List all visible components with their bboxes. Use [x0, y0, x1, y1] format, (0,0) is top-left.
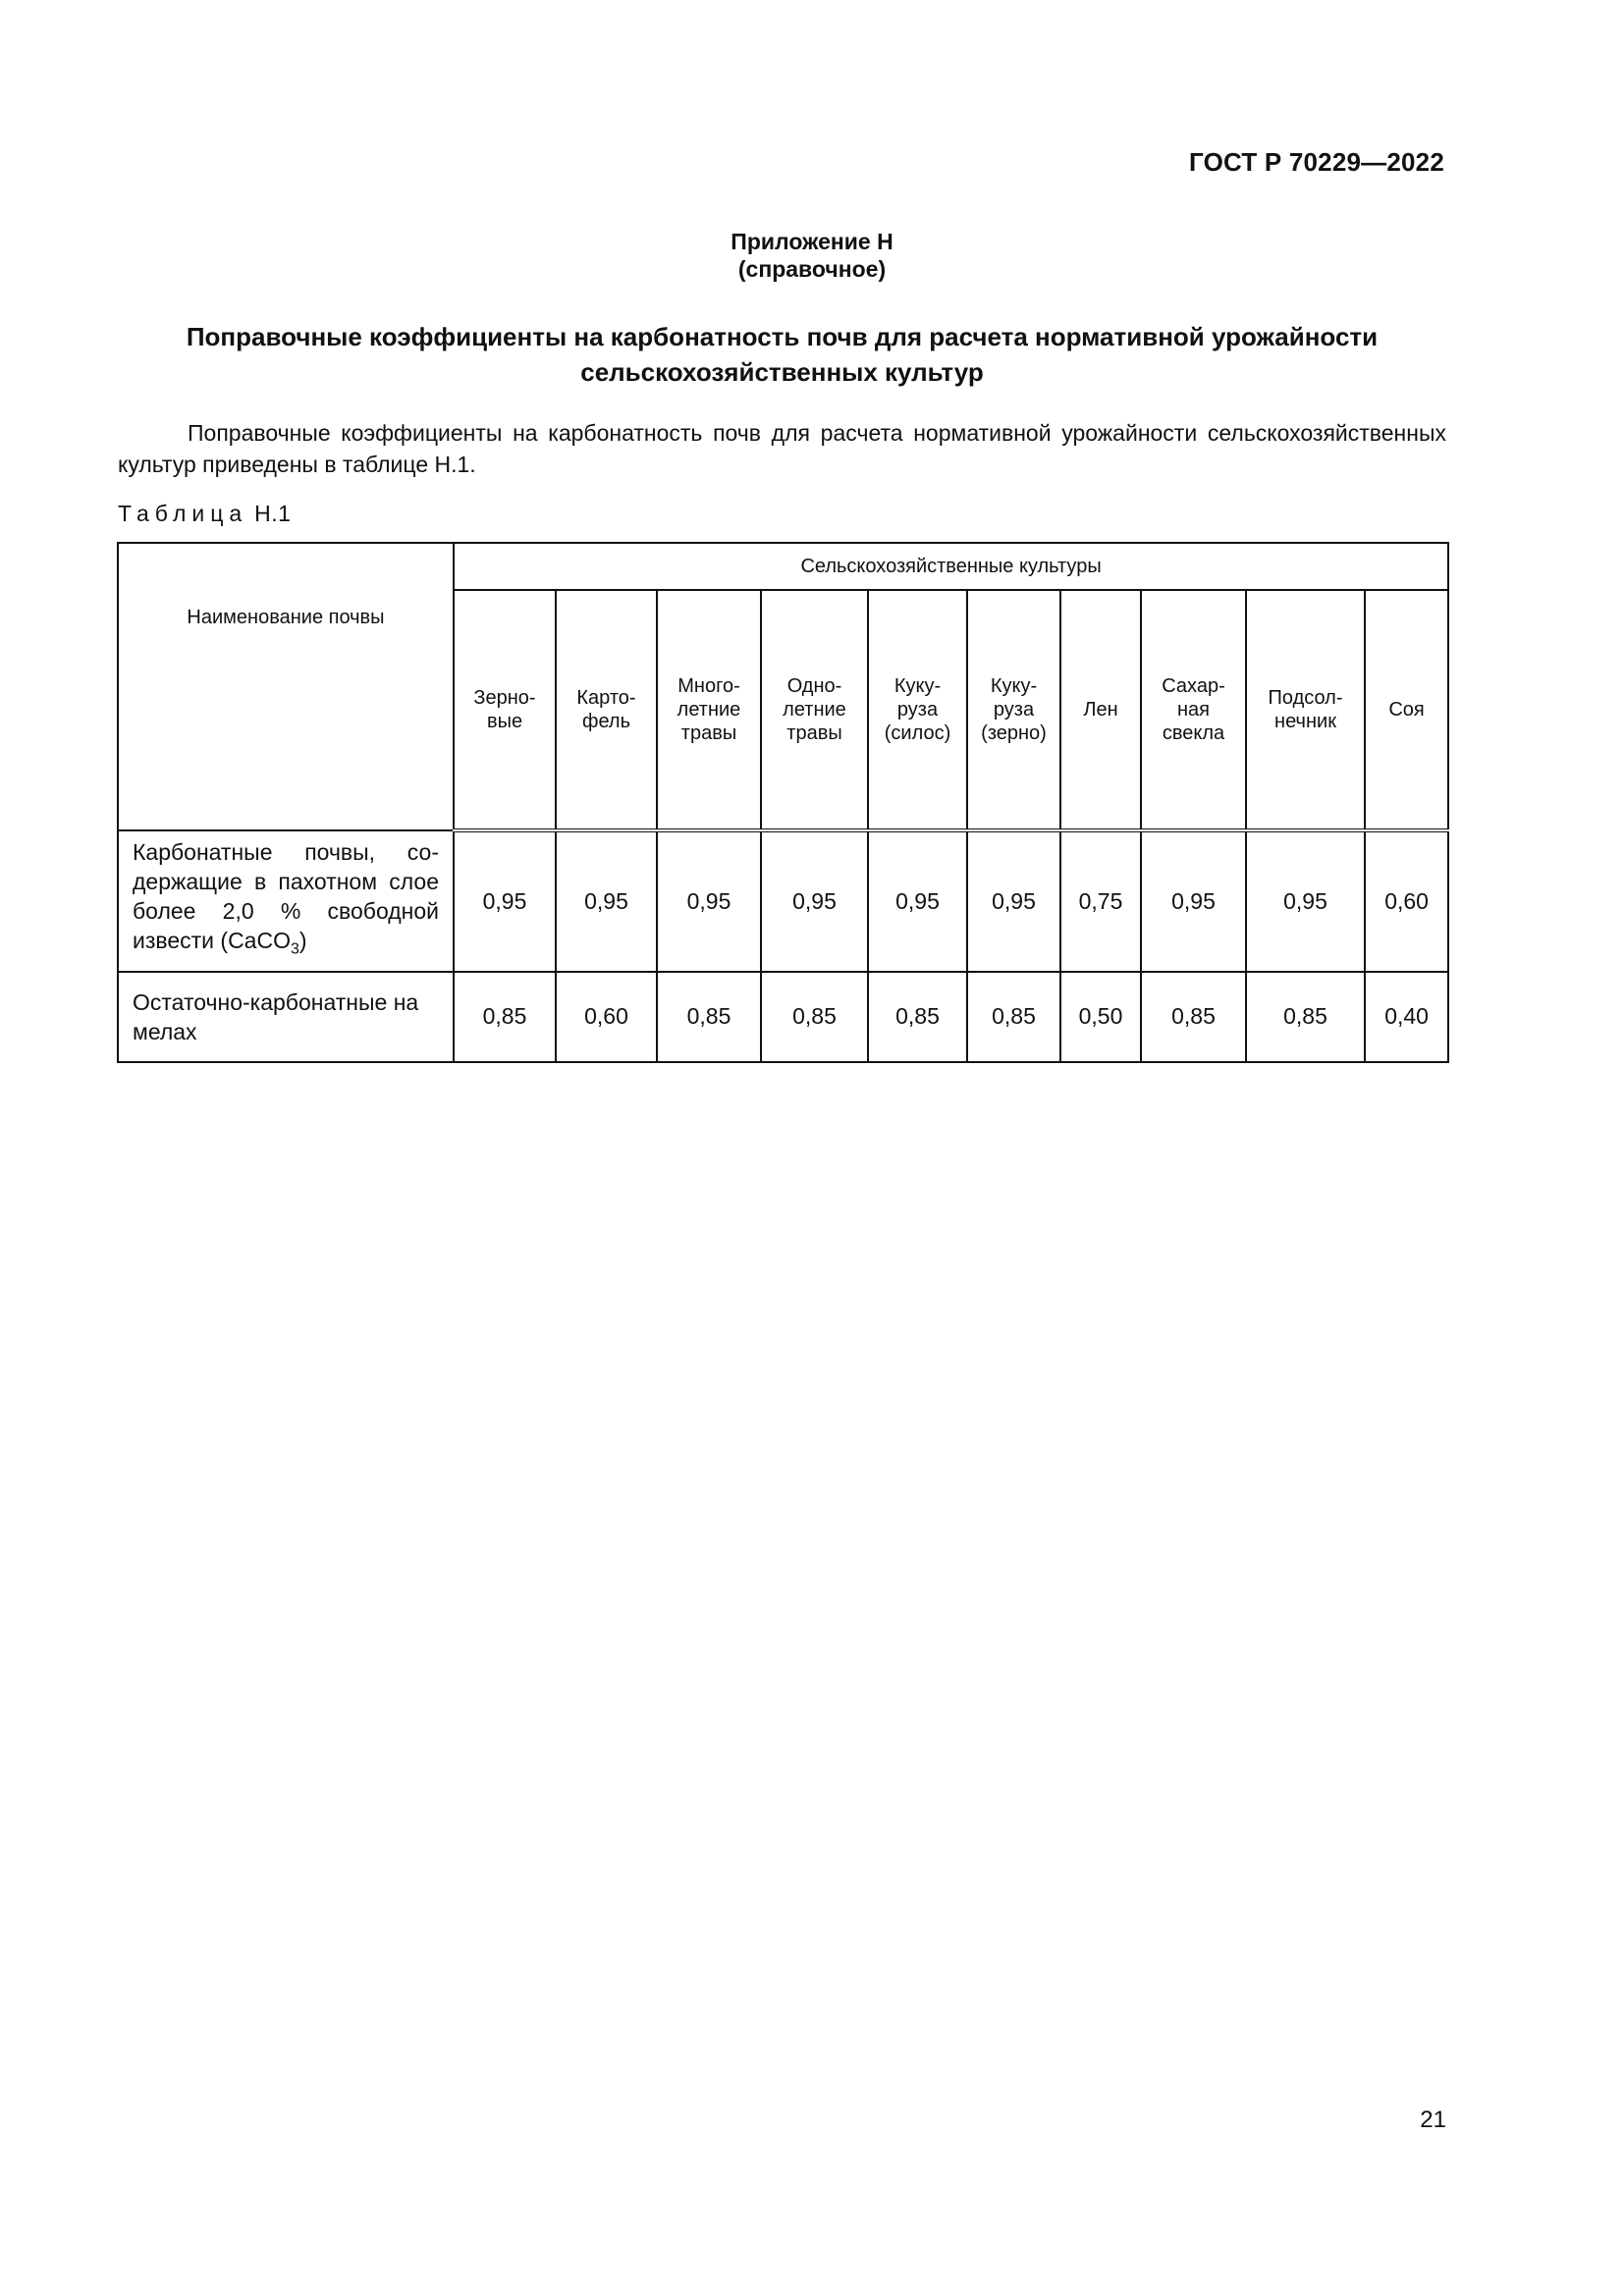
- header-row-1: [118, 543, 1448, 590]
- crop-header-corn-silage: Куку- руза (силос): [868, 590, 967, 830]
- appendix-title: Приложение Н: [731, 229, 893, 254]
- value-cell: 0,85: [454, 972, 556, 1062]
- appendix-heading: [0, 228, 1624, 283]
- document-code: ГОСТ Р 70229—2022: [1189, 147, 1444, 177]
- crop-header-annual-grasses: Одно- летние травы: [761, 590, 868, 830]
- value-cell: 0,85: [761, 972, 868, 1062]
- crop-header-cereals: Зерно- вые: [454, 590, 556, 830]
- crop-header-corn-grain: Куку- руза (зерно): [967, 590, 1060, 830]
- soil-name-cell: Остаточно-карбонатные на мелах: [118, 972, 454, 1062]
- value-cell: 0,95: [967, 830, 1060, 972]
- section-title-line-2: сельскохозяйственных культур: [580, 357, 984, 387]
- value-cell: 0,95: [454, 830, 556, 972]
- value-cell: 0,95: [1141, 830, 1246, 972]
- table-caption: [118, 501, 291, 527]
- table-caption-number: Н.1: [254, 501, 292, 526]
- crop-header-potato: Карто- фель: [556, 590, 657, 830]
- section-title: [118, 319, 1446, 390]
- value-cell: 0,95: [657, 830, 761, 972]
- value-cell: 0,75: [1060, 830, 1141, 972]
- table-row: [118, 830, 1448, 972]
- soil-name-cell: [118, 830, 454, 972]
- value-cell: 0,40: [1365, 972, 1448, 1062]
- value-cell: 0,95: [868, 830, 967, 972]
- value-cell: 0,60: [556, 972, 657, 1062]
- value-cell: 0,95: [1246, 830, 1365, 972]
- table-row: [118, 972, 1448, 1062]
- table-caption-word: Таблица: [118, 501, 248, 526]
- intro-paragraph: Поправочные коэффициенты на карбонатность почв для расчета нормативной урожайности сельскохозяйственных культур приведены в таблице Н.1.: [118, 420, 1446, 477]
- crop-header-perennial-grasses: Много- летние травы: [657, 590, 761, 830]
- page-number: 21: [1420, 2107, 1446, 2133]
- soil-name-text: Карбонатные почвы, содержащие в пахотном слое более 2,0 % свободной извести (CaCO: [133, 839, 439, 953]
- crop-header-sunflower: Подсол- нечник: [1246, 590, 1365, 830]
- value-cell: 0,85: [868, 972, 967, 1062]
- crop-header-soy: Соя: [1365, 590, 1448, 830]
- value-cell: 0,85: [1141, 972, 1246, 1062]
- value-cell: 0,95: [556, 830, 657, 972]
- value-cell: 0,85: [967, 972, 1060, 1062]
- soil-name-subscript: 3: [290, 940, 299, 958]
- soil-name-header: Наименование почвы: [118, 543, 454, 830]
- appendix-subtitle: (справочное): [737, 256, 887, 282]
- value-cell: 0,95: [761, 830, 868, 972]
- crops-group-header: Сельскохозяйственные культуры: [454, 543, 1448, 590]
- value-cell: 0,85: [1246, 972, 1365, 1062]
- value-cell: 0,85: [657, 972, 761, 1062]
- crop-header-sugar-beet: Сахар- ная свекла: [1141, 590, 1246, 830]
- soil-name-text-end: ): [298, 928, 307, 953]
- coefficients-table: [117, 542, 1449, 1063]
- crop-header-flax: Лен: [1060, 590, 1141, 830]
- value-cell: 0,50: [1060, 972, 1141, 1062]
- section-title-line-1: Поправочные коэффициенты на карбонатность почв для расчета нормативной урожайности: [186, 322, 1379, 351]
- value-cell: 0,60: [1365, 830, 1448, 972]
